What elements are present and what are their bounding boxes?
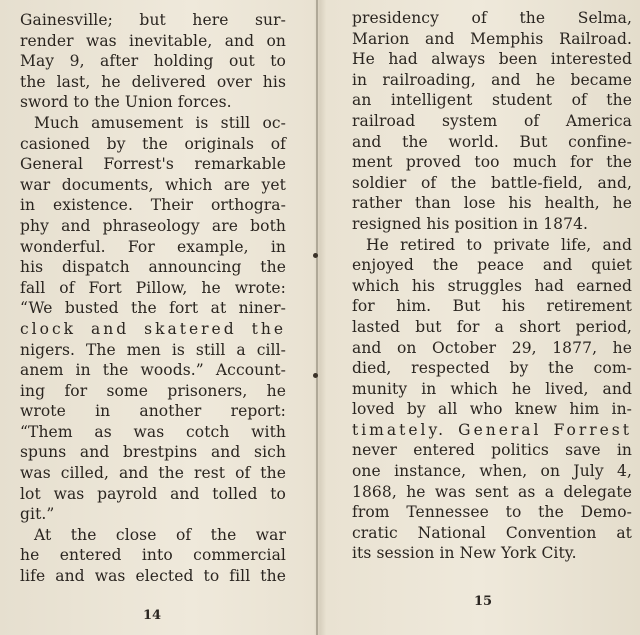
text-line: Marion and Memphis Railroad. (352, 29, 632, 48)
left-page-text (20, 10, 286, 587)
text-line: “We busted the fort at niner- (20, 299, 286, 318)
text-line: loved by all who knew him in- (352, 400, 632, 419)
text-line: phy and phraseology are both (20, 216, 286, 235)
text-line: fall of Fort Pillow, he wrote: (20, 278, 286, 297)
text-line: lot was payrold and tolled to (20, 484, 286, 503)
text-line: which his struggles had earned (352, 276, 632, 295)
text-line: He retired to private life, and (366, 235, 632, 254)
text-line: he entered into commercial (20, 546, 286, 565)
text-line: ing for some prisoners, he (20, 381, 286, 400)
text-line: in railroading, and he became (352, 70, 632, 89)
text-line: 1868, he was sent as a delegate (352, 482, 632, 501)
text-line: an intelligent student of the (352, 91, 632, 110)
text-line: the last, he delivered over his (20, 72, 286, 91)
text-line: enjoyed the peace and quiet (352, 256, 632, 275)
binding-stitch (313, 253, 318, 258)
text-line: lasted but for a short period, (352, 317, 632, 336)
text-line: clock and skatered the (20, 319, 286, 338)
text-line: render was inevitable, and on (20, 31, 286, 50)
text-line: sword to the Union forces. (20, 93, 232, 112)
text-line: never entered politics save in (352, 441, 632, 460)
text-line: Gainesville; but here sur- (20, 11, 286, 29)
text-line: timately. General Forrest (352, 420, 632, 439)
right-page (318, 0, 640, 635)
text-line: cratic National Convention at (352, 523, 632, 542)
text-line: one instance, when, on July 4, (352, 462, 632, 481)
text-line: in existence. Their orthogra- (20, 196, 286, 215)
text-line: rather than lose his health, he (352, 194, 632, 213)
right-page-number: 15 (474, 594, 493, 609)
text-line: wonderful. For example, in (20, 237, 286, 256)
text-line: At the close of the war (34, 525, 286, 544)
text-line: May 9, after holding out to (20, 52, 286, 71)
text-line: life and was elected to fill the (20, 567, 286, 586)
text-line: ment proved too much for the (352, 153, 632, 172)
text-line: his dispatch announcing the (20, 258, 286, 277)
text-line: Much amusement is still oc- (34, 113, 286, 132)
text-line: from Tennessee to the Demo- (352, 503, 632, 522)
text-line: for him. But his retirement (352, 297, 632, 316)
text-line: and the world. But confine- (352, 132, 632, 151)
text-line: and on October 29, 1877, he (352, 338, 632, 357)
text-line: He had always been interested (352, 50, 632, 69)
text-line: General Forrest's remarkable (20, 155, 286, 174)
text-line: wrote in another report: (20, 402, 286, 421)
text-line: was cilled, and the rest of the (20, 464, 286, 483)
text-line: resigned his position in 1874. (352, 214, 589, 233)
left-page (0, 0, 318, 635)
text-line: “Them as was cotch with (20, 422, 286, 441)
text-line: git.” (20, 505, 55, 524)
text-line: munity in which he lived, and (352, 379, 632, 398)
text-line: soldier of the battle-field, and, (352, 173, 632, 192)
text-line: nigers. The men is still a cill- (20, 340, 286, 359)
text-line: railroad system of America (352, 111, 632, 130)
text-line: its session in New York City. (352, 544, 577, 563)
text-line: presidency of the Selma, (352, 9, 632, 27)
text-line: spuns and brestpins and sich (20, 443, 286, 462)
text-line: casioned by the originals of (20, 134, 286, 153)
text-line: war documents, which are yet (20, 175, 286, 194)
text-line: anem in the woods.” Account- (20, 361, 286, 380)
binding-stitch (313, 373, 318, 378)
text-line: died, respected by the com- (352, 359, 632, 378)
left-page-number: 14 (143, 608, 162, 623)
right-page-text (352, 8, 632, 564)
